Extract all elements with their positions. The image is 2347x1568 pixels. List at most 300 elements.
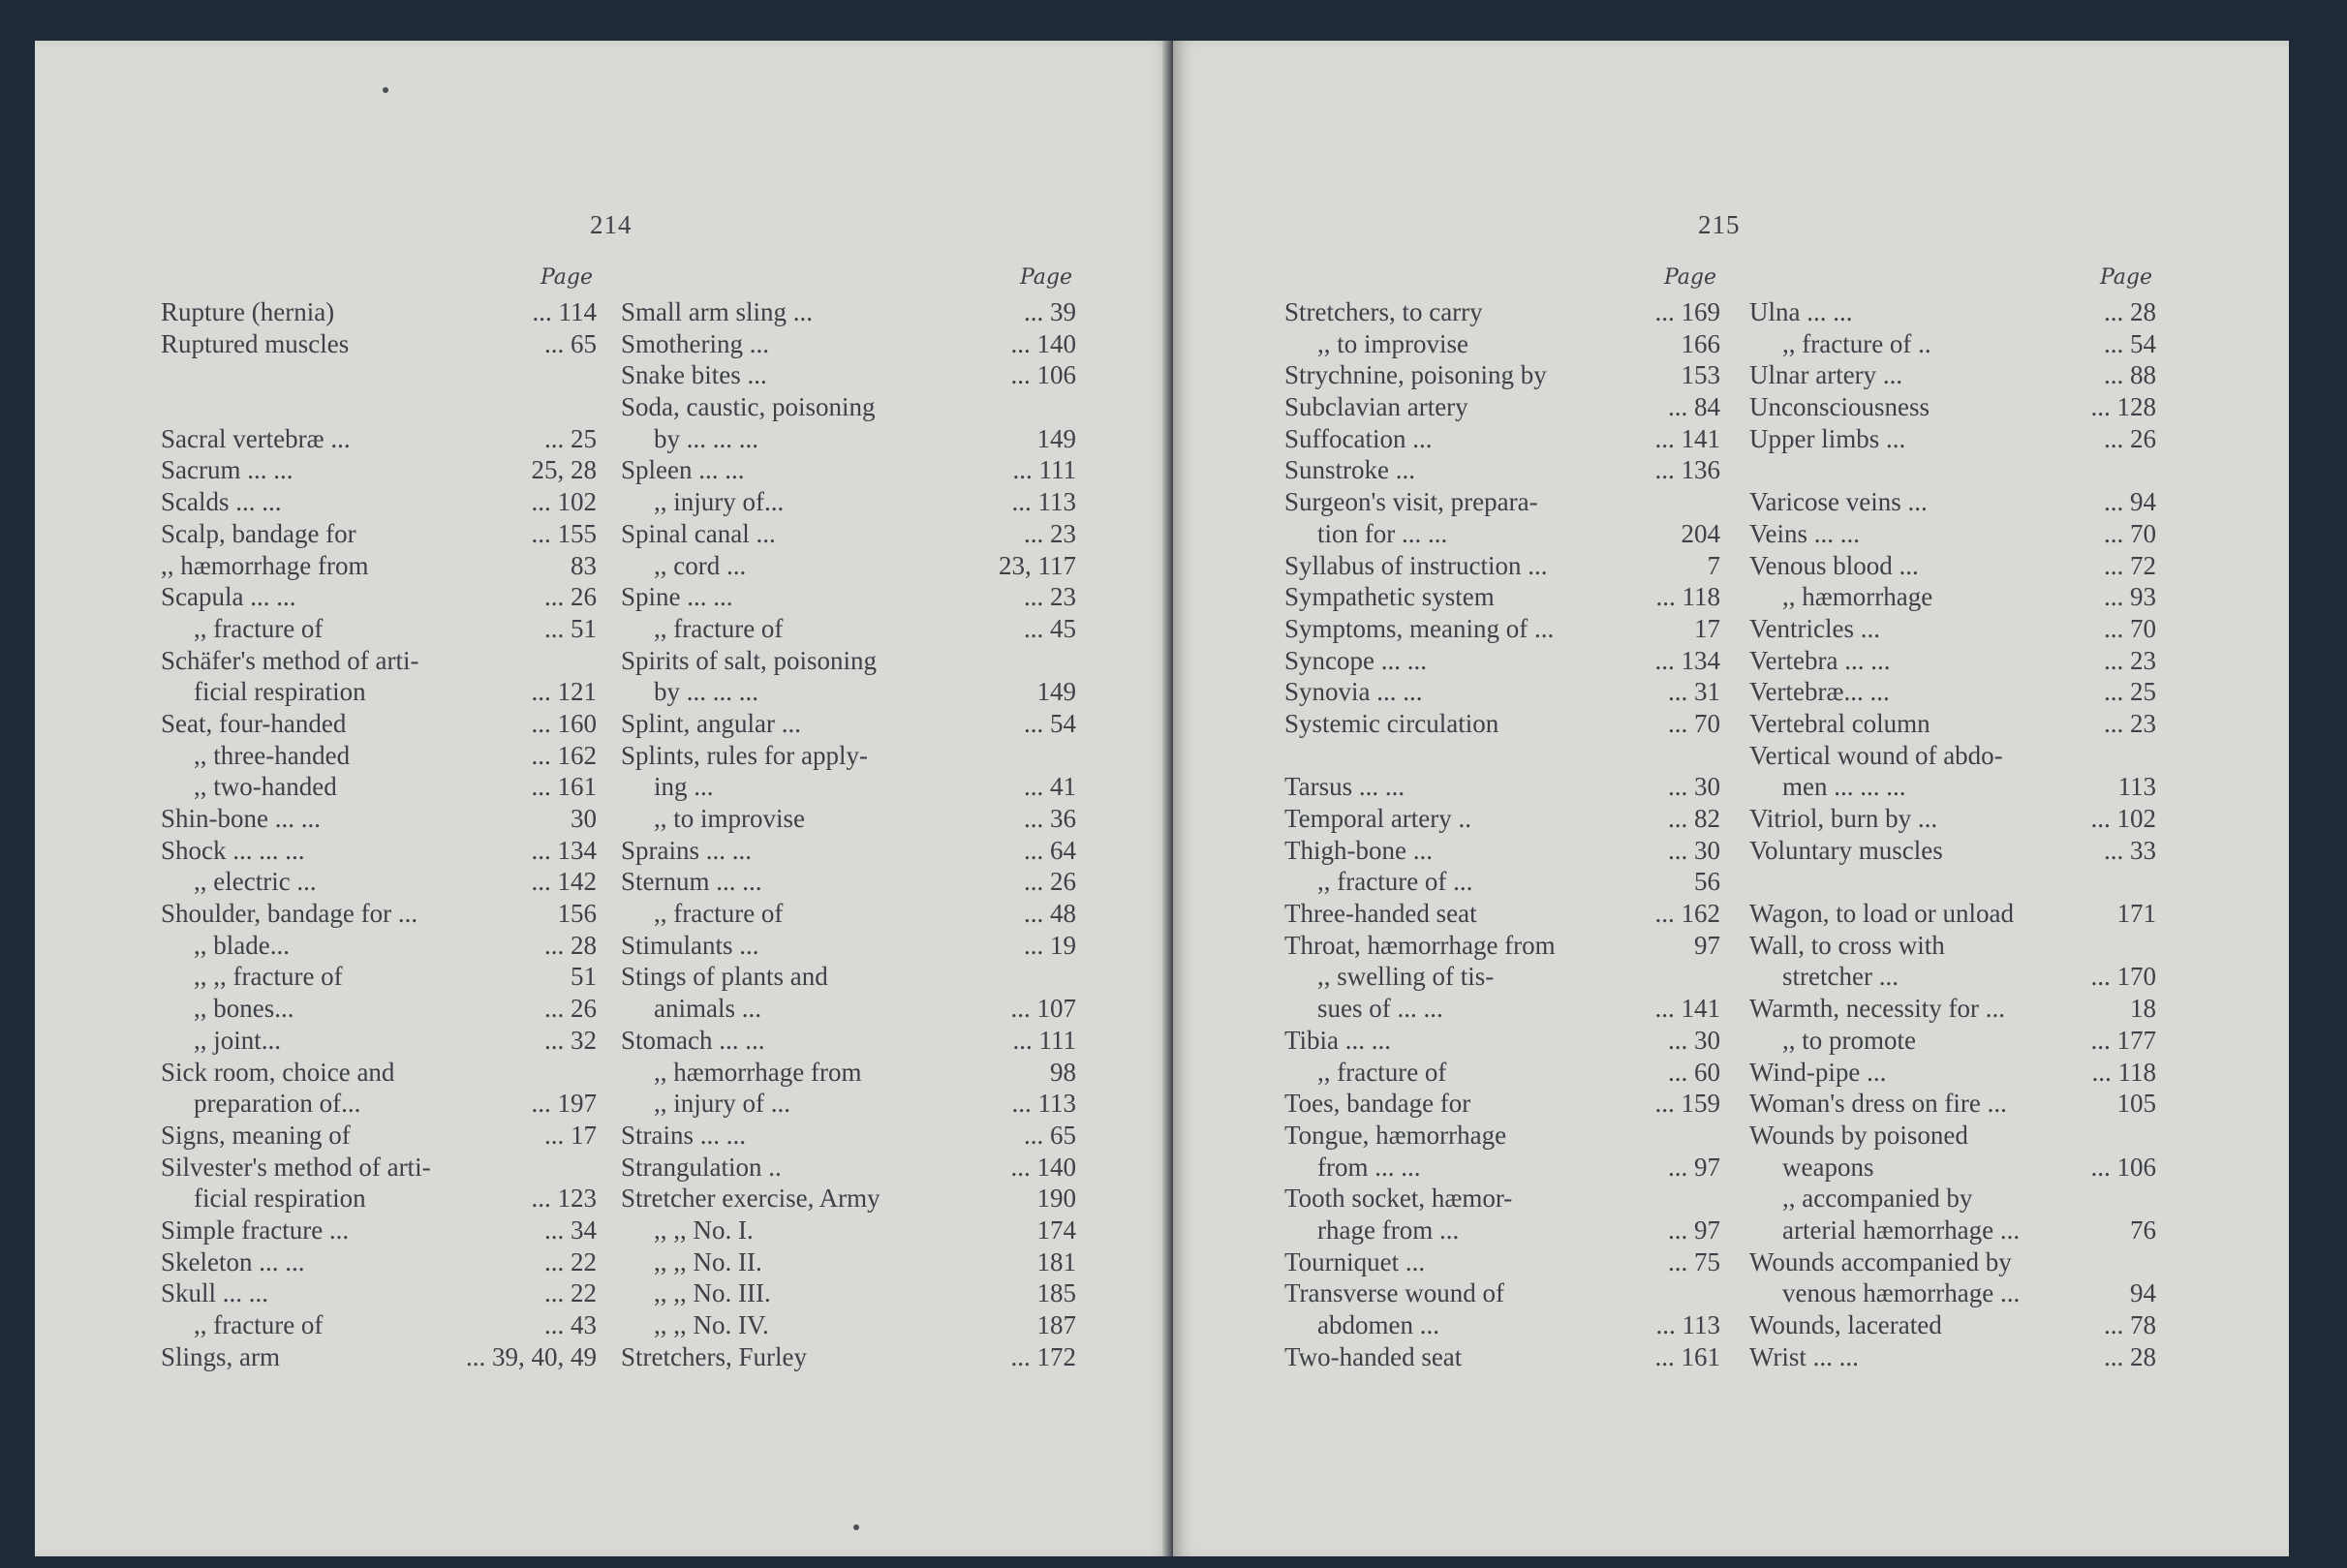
entry-term: Toes, bandage for (1284, 1089, 1471, 1119)
entry-page-numbers: ... 123 (531, 1184, 597, 1214)
entry-page-numbers: ... 75 (1668, 1246, 1720, 1276)
index-entry (1284, 993, 1720, 1025)
entry-term: Skeleton ... ... (161, 1246, 305, 1276)
index-entry (1749, 1277, 2156, 1309)
index-entry (1284, 1057, 1720, 1089)
entry-page-numbers: ... 118 (1655, 582, 1720, 612)
index-entry (161, 1183, 597, 1214)
entry-page-numbers: ... 97 (1668, 1152, 1720, 1182)
entry-page-numbers: ... 106 (1010, 360, 1076, 390)
index-entry (1284, 961, 1720, 993)
entry-term: from ... ... (1317, 1152, 1421, 1182)
entry-term: Silvester's method of arti- (161, 1152, 431, 1182)
index-entry (621, 391, 1076, 423)
index-entry (1749, 771, 2156, 803)
entry-term: Syllabus of instruction ... (1284, 550, 1548, 580)
entry-term: Upper limbs ... (1749, 423, 1906, 453)
entry-page-numbers: 181 (1036, 1246, 1076, 1276)
entry-term: venous hæmorrhage ... (1782, 1278, 2021, 1308)
index-entry (621, 1214, 1076, 1246)
entry-page-numbers: ... 23 (1024, 582, 1076, 612)
entry-page-numbers: ... 34 (544, 1214, 597, 1245)
entry-term: Surgeon's visit, prepara- (1284, 487, 1538, 517)
entry-term: ,, ,, No. III. (654, 1278, 771, 1308)
entry-term: Sick room, choice and (161, 1057, 395, 1087)
entry-page-numbers: ... 159 (1654, 1089, 1720, 1119)
index-entry (1284, 1152, 1720, 1184)
index-entry (161, 803, 597, 835)
entry-term: Sternum ... ... (621, 867, 762, 897)
entry-page-numbers: ... 161 (1654, 1341, 1720, 1371)
entry-term: Transverse wound of (1284, 1278, 1504, 1308)
index-entry (1749, 550, 2156, 582)
entry-term: Soda, caustic, poisoning (621, 392, 876, 422)
page-header-label: Page (1019, 265, 1072, 290)
index-entry (1284, 518, 1720, 550)
index-entry (161, 1309, 597, 1341)
entry-page-numbers: ... 31 (1668, 677, 1720, 707)
index-entry (621, 645, 1076, 677)
entry-term: Strychnine, poisoning by (1284, 360, 1547, 390)
entry-term: Temporal artery .. (1284, 804, 1472, 833)
index-entry (161, 771, 597, 803)
index-entry (621, 1152, 1076, 1184)
entry-page-numbers: ... 23 (2104, 645, 2156, 675)
index-entry (161, 930, 597, 962)
entry-page-numbers: ... 88 (2104, 360, 2156, 390)
entry-page-numbers: 190 (1036, 1184, 1076, 1214)
entry-term: Wounds, lacerated (1749, 1310, 1942, 1339)
entry-term: Subclavian artery (1284, 392, 1468, 422)
entry-term: Two-handed seat (1284, 1341, 1463, 1371)
entry-page-numbers: 156 (557, 899, 597, 929)
entry-term: Strains ... ... (621, 1120, 747, 1150)
index-entry (621, 866, 1076, 898)
mark-dot (853, 1524, 859, 1530)
entry-page-numbers: ... 141 (1654, 423, 1720, 453)
index-entry (621, 1120, 1076, 1152)
index-entry (161, 993, 597, 1025)
index-entry (1749, 676, 2156, 708)
entry-page-numbers: ... 25 (2104, 677, 2156, 707)
entry-term: Sacral vertebræ ... (161, 423, 351, 453)
index-column-right-2 (1749, 265, 2156, 1372)
entry-term: ,, injury of ... (654, 1089, 790, 1119)
entry-page-numbers: ... 111 (1012, 455, 1076, 485)
index-entry (1284, 486, 1720, 518)
index-entry (161, 581, 597, 613)
page-number-right: 215 (1698, 210, 1741, 239)
entry-page-numbers: 76 (2130, 1214, 2156, 1245)
entry-term: Snake bites ... (621, 360, 767, 390)
entry-page-numbers: 149 (1036, 423, 1076, 453)
index-entry (161, 1120, 597, 1152)
entry-page-numbers: ... 121 (531, 677, 597, 707)
entry-term: Skull ... ... (161, 1278, 269, 1308)
entry-page-numbers: ... 32 (544, 1025, 597, 1055)
index-entry (1749, 296, 2156, 328)
entry-term: stretcher ... (1782, 962, 1899, 992)
index-entry (621, 1246, 1076, 1278)
entry-page-numbers: ... 141 (1654, 994, 1720, 1024)
page-header-label: Page (540, 265, 593, 290)
entry-term: Spirits of salt, poisoning (621, 645, 878, 675)
index-entry (1749, 1152, 2156, 1184)
entry-page-numbers: ... 48 (1024, 899, 1076, 929)
entry-page-numbers: ... 30 (1668, 772, 1720, 802)
index-entry (161, 676, 597, 708)
index-entry (1284, 1214, 1720, 1246)
index-entry (1749, 708, 2156, 740)
entry-page-numbers: ... 111 (1012, 1025, 1076, 1055)
index-entry (1284, 328, 1720, 360)
index-entry (621, 1183, 1076, 1214)
entry-term: Ruptured muscles (161, 328, 350, 358)
entry-term: weapons (1782, 1152, 1874, 1182)
entry-page-numbers: ... 65 (544, 328, 597, 358)
entry-term: Wall, to cross with (1749, 930, 1945, 960)
index-entry (621, 930, 1076, 962)
entry-page-numbers: 25, 28 (531, 455, 597, 485)
entry-term: animals ... (654, 994, 761, 1024)
index-entry (1749, 359, 2156, 391)
mark-dot (383, 87, 388, 93)
index-entry (161, 328, 597, 360)
index-entry (161, 645, 597, 677)
entry-term: ,, ,, fracture of (194, 962, 343, 992)
entry-term: Tarsus ... ... (1284, 772, 1405, 802)
entry-page-numbers: 18 (2130, 994, 2156, 1024)
entry-term: Venous blood ... (1749, 550, 1919, 580)
index-entry (621, 1025, 1076, 1057)
entry-term: Three-handed seat (1284, 899, 1477, 929)
index-entry (621, 328, 1076, 360)
entry-page-numbers: ... 26 (1024, 867, 1076, 897)
entry-page-numbers: ... 78 (2104, 1310, 2156, 1339)
entry-term: by ... ... ... (654, 423, 758, 453)
entry-page-numbers: ... 169 (1654, 297, 1720, 326)
entry-term: by ... ... ... (654, 677, 758, 707)
spacer-row (1749, 866, 2156, 898)
index-entry (621, 296, 1076, 328)
entry-term: Stretchers, Furley (621, 1341, 807, 1371)
entry-term: Suffocation ... (1284, 423, 1433, 453)
entry-page-numbers: 30 (571, 804, 597, 833)
index-entry (621, 898, 1076, 930)
entry-term: Synovia ... ... (1284, 677, 1423, 707)
index-entry (161, 1214, 597, 1246)
index-entry (1284, 391, 1720, 423)
entry-term: Spinal canal ... (621, 518, 776, 548)
entry-term: ,, electric ... (194, 867, 317, 897)
entry-term: Scalp, bandage for (161, 518, 356, 548)
entry-page-numbers: ... 113 (1655, 1310, 1720, 1339)
entry-page-numbers: ... 54 (2104, 328, 2156, 358)
index-entry (1749, 613, 2156, 645)
entry-term: Vitriol, burn by ... (1749, 804, 1938, 833)
index-entry (1284, 898, 1720, 930)
index-entry (161, 423, 597, 455)
entry-term: arterial hæmorrhage ... (1782, 1214, 2021, 1245)
entry-term: ,, hæmorrhage from (654, 1057, 862, 1087)
index-entry (161, 550, 597, 582)
index-entry (621, 708, 1076, 740)
entry-term: ,, fracture of .. (1782, 328, 1931, 358)
index-entry (161, 1057, 597, 1089)
entry-page-numbers: 149 (1036, 677, 1076, 707)
entry-term: Tooth socket, hæmor- (1284, 1184, 1513, 1214)
index-entry (621, 961, 1076, 993)
index-entry (1749, 1120, 2156, 1152)
entry-page-numbers: ... 107 (1010, 994, 1076, 1024)
entry-page-numbers: 105 (2116, 1089, 2156, 1119)
entry-term: Splint, angular ... (621, 708, 801, 738)
entry-term: Wind-pipe ... (1749, 1057, 1887, 1087)
entry-term: Shock ... ... ... (161, 835, 305, 865)
index-entry (161, 1341, 597, 1373)
index-entry (1284, 803, 1720, 835)
index-entry (1284, 930, 1720, 962)
index-entry (1284, 708, 1720, 740)
entry-page-numbers: ... 36 (1024, 804, 1076, 833)
index-column-left-1 (161, 265, 597, 1372)
entry-term: Stings of plants and (621, 962, 828, 992)
entry-page-numbers: ... 28 (2104, 1341, 2156, 1371)
entry-term: Vertebra ... ... (1749, 645, 1891, 675)
entry-term: ficial respiration (194, 677, 366, 707)
index-entry (1284, 1183, 1720, 1214)
entry-page-numbers: ... 72 (2104, 550, 2156, 580)
entry-term: Throat, hæmorrhage from (1284, 930, 1556, 960)
index-entry (161, 1025, 597, 1057)
entry-page-numbers: ... 70 (1668, 708, 1720, 738)
entry-term: ,, fracture of (194, 1310, 324, 1339)
entry-term: Smothering ... (621, 328, 769, 358)
entry-term: Shoulder, bandage for ... (161, 899, 418, 929)
entry-term: ,, to improvise (1317, 328, 1468, 358)
entry-page-numbers: 171 (2116, 899, 2156, 929)
index-entry (621, 486, 1076, 518)
entry-term: Tibia ... ... (1284, 1025, 1392, 1055)
index-entry (1749, 993, 2156, 1025)
entry-page-numbers: ... 93 (2104, 582, 2156, 612)
entry-term: Veins ... ... (1749, 518, 1860, 548)
index-entry (1749, 1057, 2156, 1089)
entry-page-numbers: ... 162 (531, 740, 597, 770)
entry-page-numbers: ... 177 (2090, 1025, 2156, 1055)
index-entry (161, 740, 597, 772)
entry-term: Scalds ... ... (161, 487, 282, 517)
index-entry (621, 1309, 1076, 1341)
index-entry (1749, 803, 2156, 835)
index-entry (161, 866, 597, 898)
entry-page-numbers: 7 (1707, 550, 1720, 580)
entry-page-numbers: ... 41 (1024, 772, 1076, 802)
entry-term: abdomen ... (1317, 1310, 1439, 1339)
index-column-left-2 (621, 265, 1076, 1372)
entry-page-numbers: ... 26 (544, 582, 597, 612)
index-entry (1284, 1309, 1720, 1341)
entry-term: Scapula ... ... (161, 582, 296, 612)
index-entry (1749, 581, 2156, 613)
spacer-row (1749, 454, 2156, 486)
entry-page-numbers: ... 33 (2104, 835, 2156, 865)
entry-page-numbers: ... 65 (1024, 1120, 1076, 1150)
spacer-row (161, 359, 597, 391)
entry-page-numbers: ... 28 (2104, 297, 2156, 326)
index-entry (1284, 1277, 1720, 1309)
spacer-row (1284, 740, 1720, 772)
entry-page-numbers: ... 22 (544, 1246, 597, 1276)
entry-term: Spine ... ... (621, 582, 733, 612)
entry-term: preparation of... (194, 1089, 361, 1119)
entry-term: ,, bones... (194, 994, 294, 1024)
index-entry (1284, 1120, 1720, 1152)
index-entry (161, 518, 597, 550)
index-entry (1749, 391, 2156, 423)
index-entry (1284, 1341, 1720, 1373)
entry-page-numbers: 23, 117 (999, 550, 1076, 580)
entry-page-numbers: ... 94 (2104, 487, 2156, 517)
entry-page-numbers: 94 (2130, 1278, 2156, 1308)
index-entry (1749, 423, 2156, 455)
entry-term: ,, ,, No. II. (654, 1246, 762, 1276)
index-entry (1284, 296, 1720, 328)
entry-term: Syncope ... ... (1284, 645, 1427, 675)
entry-page-numbers: 56 (1694, 867, 1720, 897)
entry-page-numbers: ... 28 (544, 930, 597, 960)
entry-term: Strangulation .. (621, 1152, 782, 1182)
entry-term: Signs, meaning of (161, 1120, 351, 1150)
entry-page-numbers: ... 162 (1654, 899, 1720, 929)
entry-term: Sunstroke ... (1284, 455, 1415, 485)
index-entry (621, 1277, 1076, 1309)
page-header-label: Page (2099, 265, 2152, 290)
entry-page-numbers: ... 128 (2090, 392, 2156, 422)
entry-term: Rupture (hernia) (161, 297, 335, 326)
entry-term: Wrist ... ... (1749, 1341, 1859, 1371)
entry-term: tion for ... ... (1317, 518, 1448, 548)
index-entry (1749, 1025, 2156, 1057)
entry-term: ,, injury of... (654, 487, 785, 517)
entry-page-numbers: ... 51 (544, 613, 597, 643)
index-entry (1284, 454, 1720, 486)
entry-page-numbers: ... 39, 40, 49 (466, 1341, 597, 1371)
entry-page-numbers: ... 106 (2090, 1152, 2156, 1182)
index-entry (161, 898, 597, 930)
index-entry (1749, 1309, 2156, 1341)
entry-term: ,, fracture of (654, 613, 784, 643)
entry-page-numbers: ... 118 (2091, 1057, 2156, 1087)
index-entry (1284, 676, 1720, 708)
index-entry (1749, 898, 2156, 930)
entry-page-numbers: ... 26 (544, 994, 597, 1024)
entry-page-numbers: ... 142 (531, 867, 597, 897)
index-entry (1749, 961, 2156, 993)
entry-page-numbers: 166 (1681, 328, 1720, 358)
index-entry (1749, 518, 2156, 550)
entry-page-numbers: ... 102 (2090, 804, 2156, 833)
entry-term: Spleen ... ... (621, 455, 745, 485)
entry-term: Stomach ... ... (621, 1025, 765, 1055)
index-entry (161, 296, 597, 328)
entry-term: ,, swelling of tis- (1317, 962, 1495, 992)
index-entry (161, 1152, 597, 1184)
index-entry (1749, 1341, 2156, 1373)
entry-page-numbers: 83 (571, 550, 597, 580)
entry-page-numbers: ... 45 (1024, 613, 1076, 643)
entry-term: Voluntary muscles (1749, 835, 1943, 865)
index-entry (621, 1057, 1076, 1089)
entry-term: ,, hæmorrhage (1782, 582, 1933, 612)
entry-term: Schäfer's method of arti- (161, 645, 419, 675)
entry-term: Sprains ... ... (621, 835, 752, 865)
entry-page-numbers: ... 26 (2104, 423, 2156, 453)
entry-page-numbers: ... 97 (1668, 1214, 1720, 1245)
entry-term: ,, ,, No. IV. (654, 1310, 769, 1339)
entry-page-numbers: ... 134 (1654, 645, 1720, 675)
entry-page-numbers: 174 (1036, 1214, 1076, 1245)
index-entry (161, 454, 597, 486)
entry-term: Shin-bone ... ... (161, 804, 321, 833)
entry-term: Sympathetic system (1284, 582, 1495, 612)
page-number-left: 214 (590, 210, 633, 239)
entry-term: Stretchers, to carry (1284, 297, 1483, 326)
index-entry (1749, 1214, 2156, 1246)
index-entry (621, 613, 1076, 645)
entry-page-numbers: ... 155 (531, 518, 597, 548)
entry-page-numbers: ... 102 (531, 487, 597, 517)
index-entry (161, 486, 597, 518)
entry-page-numbers: ... 82 (1668, 804, 1720, 833)
index-entry (161, 613, 597, 645)
entry-page-numbers: ... 25 (544, 423, 597, 453)
index-entry (621, 1341, 1076, 1373)
index-entry (161, 835, 597, 867)
entry-term: Sacrum ... ... (161, 455, 293, 485)
entry-term: ,, to promote (1782, 1025, 1916, 1055)
entry-term: Vertebræ... ... (1749, 677, 1890, 707)
entry-term: Varicose veins ... (1749, 487, 1928, 517)
entry-term: Stretcher exercise, Army (621, 1184, 880, 1214)
entry-term: men ... ... ... (1782, 772, 1906, 802)
entry-page-numbers: 98 (1050, 1057, 1076, 1087)
entry-term: ,, fracture of ... (1317, 867, 1473, 897)
index-entry (1284, 771, 1720, 803)
entry-page-numbers: ... 30 (1668, 835, 1720, 865)
entry-page-numbers: ... 197 (531, 1089, 597, 1119)
entry-term: Tongue, hæmorrhage (1284, 1120, 1507, 1150)
index-entry (621, 676, 1076, 708)
index-entry (621, 835, 1076, 867)
entry-term: Stimulants ... (621, 930, 759, 960)
entry-page-numbers: ... 70 (2104, 613, 2156, 643)
entry-term: Simple fracture ... (161, 1214, 350, 1245)
entry-page-numbers: 97 (1694, 930, 1720, 960)
index-entry (621, 550, 1076, 582)
index-entry (621, 359, 1076, 391)
entry-page-numbers: ... 161 (531, 772, 597, 802)
index-entry (1284, 423, 1720, 455)
entry-page-numbers: 187 (1036, 1310, 1076, 1339)
entry-term: Warmth, necessity for ... (1749, 994, 2006, 1024)
entry-term: Slings, arm (161, 1341, 281, 1371)
left-page (35, 41, 1173, 1556)
entry-term: Systemic circulation (1284, 708, 1499, 738)
index-entry (1284, 835, 1720, 867)
entry-term: sues of ... ... (1317, 994, 1443, 1024)
index-entry (621, 993, 1076, 1025)
